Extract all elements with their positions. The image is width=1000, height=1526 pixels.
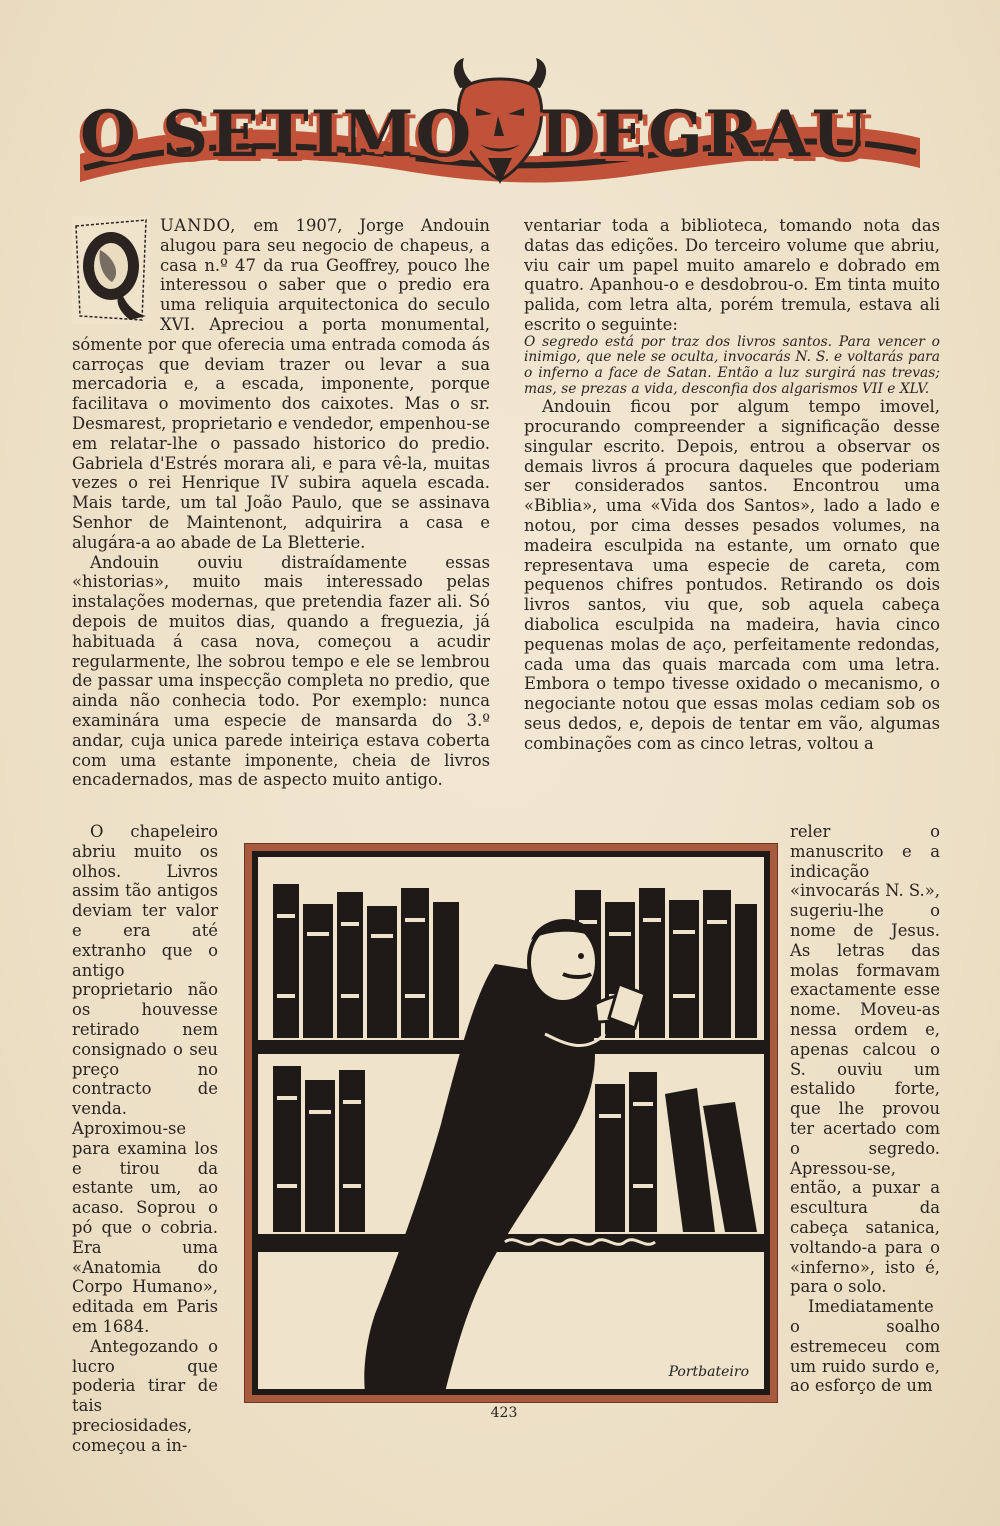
right-column (524, 216, 940, 821)
woodcut-illustration (244, 843, 778, 1403)
title-left: O SETIMO (80, 97, 474, 172)
manuscript-quote: O segredo está por traz dos livros santos. Para vencer o inimigo, que nele se oculta, invocarás N. S. e voltarás para o inferno a face de Satan. Então a luz surgirá nas trevas; mas, se prezas a vida, desconfia dos algarismos VII e XLV. (524, 333, 940, 397)
paragraph: Andouin ouviu distraídamente essas «historias», muito mais interessado pelas instalações modernas, que pretendia fazer ali. Só depois de muitos dias, quando a freguezia, já habituada á casa nova, começou a acudir regularmente, lhe sobrou tempo e ele se lembrou de passar uma inspecção completa no predio, que ainda não conhecia todo. Por exemplo: nunca examinára uma especie de mansarda do 3.º andar, cuja unica parede inteiriça estava coberta com uma estante imponente, cheia de livros encadernados, mas de aspecto muito antigo. (72, 552, 490, 790)
title-banner (70, 58, 930, 188)
left-narrow-column (72, 822, 218, 1455)
bookshelf-scene-icon (245, 844, 777, 1402)
right-narrow-column (790, 822, 940, 1396)
paragraph: Imediatamente o soalho estremeceu com um ruido surdo e, ao esforço de um (790, 1297, 940, 1396)
paragraph: O chapeleiro abriu muito os olhos. Livros assim tão antigos deviam ter valor e era até extranho que o antigo proprietario não os houvesse retirado nem consignado o seu preço no contracto de venda. Aproximou-se para examina los e tirou da estante um, ao acaso. Soprou o pó que o cobria. Era uma «Anatomia do Corpo Humano», editada em Paris em 1684. (72, 822, 218, 1336)
title-right: DEGRAU (540, 97, 870, 172)
left-column (72, 216, 490, 816)
artist-signature: Portbateiro (668, 1364, 749, 1380)
page-number: 423 (490, 1405, 518, 1421)
paragraph-text: em 1907, Jorge Andouin alugou para seu negocio de chapeus, a casa n.º 47 da rua Geoffrey, pouco lhe interessou o saber que o predio era uma reliquia arquitectonica do seculo XVI. Apreciou a porta monumental, sómente por que oferecia uma entrada comoda ás carroças que deviam trazer ou levar a sua mercadoria e, a escada, imponente, porque facilitava o movimento dos caixotes. Mas o sr. Desmarest, proprietario e vendedor, empenhou-se em relatar-lhe o passado historico do predio. Gabriela d'Estrés morara ali, e para vê-la, muitas vezes o rei Henrique IV subira aquela escada. Mais tarde, um tal João Paulo, que se assinava Senhor de Maintenont, adquirira a casa e alugára-a ao abade de La Bletterie. (72, 216, 490, 552)
paragraph: reler o manuscrito e a indicação «invocarás N. S.», sugeriu-lhe o nome de Jesus. As letras das molas formavam exactamente esse nome. Moveu-as nessa ordem e, apenas calcou o S. ouviu um estalido forte, que lhe provou ter acertado com o segredo. Apressou-se, então, a puxar a escultura da cabeça satanica, voltando-a para o «inferno», isto é, para o solo. (790, 822, 940, 1297)
paragraph: ventariar toda a biblioteca, tomando nota das datas das edições. Do terceiro volume que abriu, viu cair um papel muito amarelo e dobrado em quatro. Apanhou-o e desdobrou-o. Em tinta muito palida, com letra alta, porém tremula, estava ali escrito o seguinte: (524, 216, 940, 334)
paragraph: Andouin ficou por algum tempo imovel, procurando compreender a significação desse singular escrito. Depois, entrou a observar os demais livros á procura daqueles que poderiam ser considerados santos. Encontrou uma «Biblia», uma «Vida dos Santos», lado a lado e notou, por cima desses pesados volumes, na madeira esculpida na estante, um ornato que representava uma especie de careta, com pequenos chifres pontudos. Retirando os dois livros santos, viu que, sob aquela cabeça diabolica esculpida na madeira, havia cinco pequenas molas de aço, perfeitamente redondas, cada uma das quais marcada com uma letra. Embora o tempo tivesse oxidado o mecanismo, o negociante notou que essas molas cediam sob os seus dedos, e, depois de tentar em vão, algumas combinações com as cinco letras, voltou a (524, 397, 940, 753)
lead-word: UANDO, (160, 216, 237, 235)
paragraph: Antegozando o lucro que poderia tirar de tais preciosidades, começou a in- (72, 1336, 218, 1455)
paragraph (72, 216, 490, 553)
dropcap-q-icon (72, 216, 150, 324)
